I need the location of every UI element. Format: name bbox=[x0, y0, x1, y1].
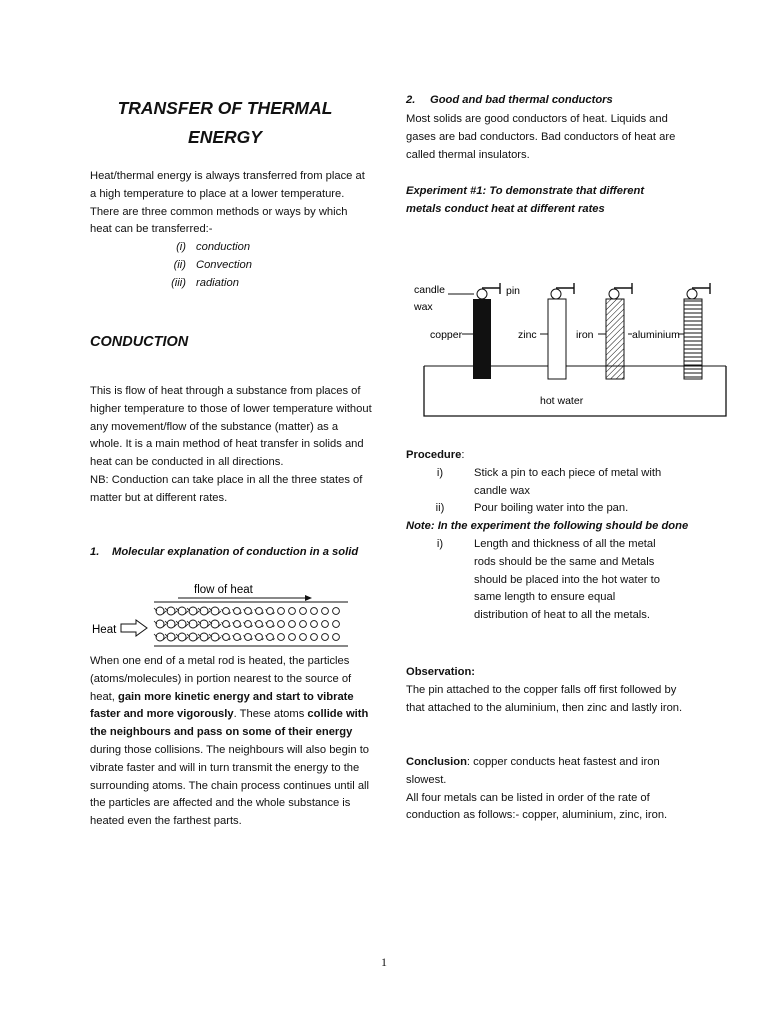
particle bbox=[289, 634, 296, 641]
particle bbox=[333, 621, 340, 628]
particle-lattice bbox=[154, 607, 339, 641]
page-title bbox=[90, 94, 360, 152]
conclusion-label: Conclusion bbox=[406, 756, 467, 768]
wax-label: wax bbox=[414, 301, 433, 313]
molecular-heading-text: Molecular explanation of conduction in a solid bbox=[112, 546, 359, 558]
method-num: (ii) bbox=[173, 258, 186, 271]
particle bbox=[245, 634, 252, 641]
procedure-colon: : bbox=[461, 449, 465, 461]
observation-label: Observation: bbox=[406, 666, 476, 678]
particle bbox=[300, 621, 307, 628]
particle bbox=[267, 608, 274, 615]
method-text: conduction bbox=[196, 241, 251, 254]
experiment-title: Experiment #1: To demonstrate that different metals conduct heat at different rates bbox=[406, 185, 645, 215]
molecular-heading-num: 1. bbox=[90, 546, 100, 558]
procedure-item bbox=[406, 500, 690, 518]
method-num: (iii) bbox=[171, 276, 186, 289]
intro-methods-lead: There are three common methods or ways by which heat can be transferred:- bbox=[90, 205, 348, 236]
particle bbox=[234, 608, 241, 615]
flow-of-heat-label: flow of heat bbox=[194, 584, 253, 596]
experiment-diagram bbox=[410, 268, 740, 424]
observation-text: The pin attached to the copper falls off first followed by that attached to the aluminium, then zinc and lastly iron. bbox=[406, 683, 683, 714]
procedure-heading bbox=[406, 447, 690, 465]
particle bbox=[234, 621, 241, 628]
note-item-num: i) bbox=[436, 537, 444, 550]
hot-water-label: hot water bbox=[540, 395, 584, 407]
candle-label: candle bbox=[414, 284, 445, 296]
particle bbox=[289, 621, 296, 628]
conclusion-section bbox=[406, 754, 690, 825]
particle bbox=[289, 608, 296, 615]
particle bbox=[278, 621, 285, 628]
conduction-order: All four metals can be listed in order of the rate of conduction as follows:- copper, aluminium, zinc, iron. bbox=[406, 791, 668, 822]
conduction-section bbox=[90, 383, 372, 508]
particle bbox=[256, 608, 263, 615]
conduction-nb: NB: Conduction can take place in all the three states of matter but at different rates. bbox=[90, 473, 363, 504]
pin-label: pin bbox=[506, 285, 521, 297]
particle bbox=[300, 608, 307, 615]
particle bbox=[234, 634, 241, 641]
copper-label: copper bbox=[430, 329, 463, 341]
flow-arrow-head-icon bbox=[305, 595, 312, 601]
methods-list bbox=[90, 239, 372, 292]
expl-text-2: . These atoms bbox=[233, 708, 308, 721]
particle bbox=[322, 608, 329, 615]
method-num: (i) bbox=[176, 241, 186, 254]
procedure-item bbox=[406, 465, 690, 501]
method-item bbox=[90, 239, 372, 257]
conduction-definition: This is flow of heat through a substance from places of higher temperature to those of lower temperature without any movement/flow of the substance (matter) as a whole. It is a main method of heat transfer in solids and heat can be conducted in all directions. bbox=[90, 385, 372, 469]
particle bbox=[245, 621, 252, 628]
particle bbox=[278, 608, 285, 615]
particle bbox=[223, 608, 230, 615]
expl-bold-1: gain more kinetic energy and start to vibrate faster and more vigorously bbox=[90, 690, 354, 721]
particle bbox=[223, 621, 230, 628]
zinc-rod bbox=[518, 283, 574, 379]
method-item bbox=[90, 275, 372, 293]
molecular-heading bbox=[90, 546, 372, 558]
particle bbox=[311, 621, 318, 628]
observation-section bbox=[406, 664, 690, 717]
expl-text-1: When one end of a metal rod is heated, the particles (atoms/molecules) in portion nearest to the source of heat, bbox=[90, 655, 352, 703]
intro-paragraph: Heat/thermal energy is always transferred from place at a high temperature to place at a lower temperature. bbox=[90, 170, 365, 200]
conduction-heading: CONDUCTION bbox=[90, 334, 189, 350]
particle bbox=[311, 608, 318, 615]
particle bbox=[333, 608, 340, 615]
note-heading: Note: In the experiment the following should be done bbox=[406, 520, 689, 533]
copper-rod bbox=[430, 283, 500, 379]
particle bbox=[311, 634, 318, 641]
method-text: radiation bbox=[196, 276, 239, 289]
particle bbox=[278, 634, 285, 641]
title-line-2: ENERGY bbox=[188, 127, 262, 147]
procedure-item-text: Stick a pin to each piece of metal with candle wax bbox=[474, 466, 662, 497]
note-item bbox=[406, 536, 690, 625]
procedure-section bbox=[406, 447, 690, 625]
method-text: Convection bbox=[196, 258, 252, 271]
particle bbox=[267, 634, 274, 641]
procedure-label: Procedure bbox=[406, 449, 462, 461]
iron-label: iron bbox=[576, 329, 594, 341]
conclusion-text bbox=[406, 754, 690, 790]
heat-arrow-icon bbox=[121, 620, 147, 636]
particle bbox=[322, 634, 329, 641]
iron-rod bbox=[576, 283, 632, 379]
expl-bold-2: collide with the neighbours and pass on some of their energy bbox=[90, 708, 369, 739]
heat-label: Heat bbox=[92, 624, 117, 636]
particle bbox=[333, 634, 340, 641]
procedure-item-text: Pour boiling water into the pan. bbox=[474, 502, 629, 515]
conductors-heading-text: Good and bad thermal conductors bbox=[430, 94, 613, 106]
conductors-heading-num: 2. bbox=[406, 94, 416, 106]
pan-outline bbox=[424, 366, 726, 416]
page-number: 1 bbox=[381, 955, 387, 969]
aluminium-rod bbox=[628, 283, 710, 379]
particle bbox=[322, 621, 329, 628]
particle bbox=[256, 634, 263, 641]
particle bbox=[267, 621, 274, 628]
procedure-item-num: ii) bbox=[435, 502, 445, 515]
zinc-label: zinc bbox=[518, 329, 537, 341]
particle bbox=[245, 608, 252, 615]
molecular-diagram bbox=[90, 578, 360, 652]
procedure-item-num: i) bbox=[436, 466, 444, 479]
particle bbox=[256, 621, 263, 628]
particle bbox=[300, 634, 307, 641]
explanation-paragraph bbox=[90, 653, 372, 831]
expl-text-3: during those collisions. The neighbours will also begin to vibrate faster and will in turn transmit the energy to the surrounding atoms. The chain process continues until all the particles are affected and the whole substance is heated even the farthest parts. bbox=[90, 743, 370, 828]
note-item-text: Length and thickness of all the metal rods should be the same and Metals should be placed into the hot water to same length to ensure equal distribution of heat to all the metals. bbox=[474, 537, 660, 622]
method-item bbox=[90, 257, 372, 275]
conclusion-body: : copper conducts heat fastest and iron slowest. bbox=[406, 756, 660, 786]
conduction-explanation bbox=[90, 653, 372, 831]
intro-section bbox=[90, 168, 372, 293]
conductors-heading bbox=[406, 94, 690, 106]
particle bbox=[223, 634, 230, 641]
title-line-1: TRANSFER OF THERMAL bbox=[117, 98, 333, 118]
conductors-paragraph: Most solids are good conductors of heat. Liquids and gases are bad conductors. Bad conductors of heat are called thermal insulators. bbox=[406, 113, 676, 161]
aluminium-label: aluminium bbox=[632, 329, 680, 341]
